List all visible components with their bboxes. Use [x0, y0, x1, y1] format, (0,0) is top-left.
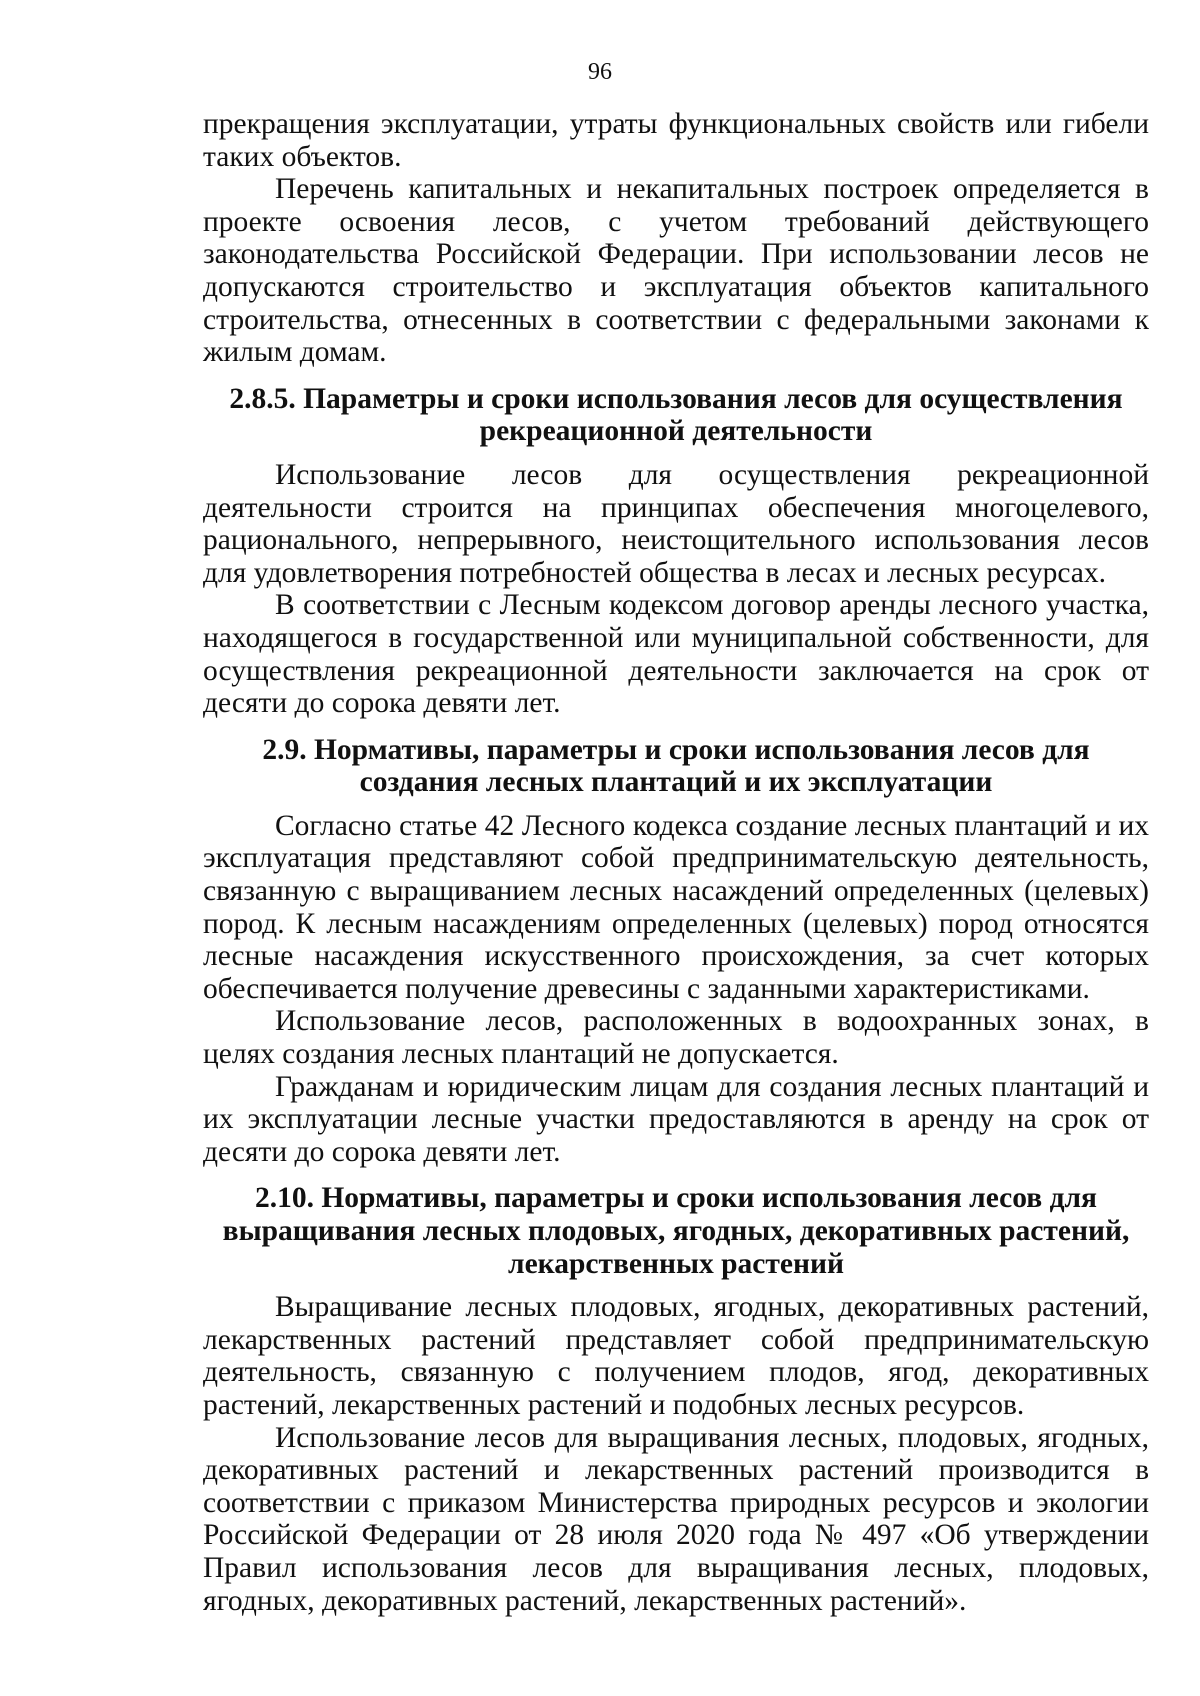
paragraph: Использование лесов, расположенных в водоохранных зонах, в целях создания лесных плантаций не допускается. [203, 1005, 1149, 1071]
paragraph: Использование лесов для выращивания лесных, плодовых, ягодных, декоративных растений и лекарственных растений производится в соответствии с приказом Министерства природных ресурсов и экологии Российской Федерации от 28 июля 2020 года № 497 «Об утверждении Правил использования лесов для выращивания лесных, плодовых, ягодных, декоративных растений, лекарственных растений». [203, 1421, 1149, 1617]
document-body [203, 108, 1149, 1617]
paragraph: В соответствии с Лесным кодексом договор аренды лесного участка, находящегося в государственной или муниципальной собственности, для осуществления рекреационной деятельности заключается на срок от десяти до сорока девяти лет. [203, 589, 1149, 720]
page-number: 96 [588, 59, 612, 85]
section-heading: 2.8.5. Параметры и сроки использования лесов для осуществления рекреационной деятельности [229, 382, 1123, 448]
section-heading: 2.10. Нормативы, параметры и сроки использования лесов для выращивания лесных плодовых, ягодных, декоративных растений, лекарственных растений [222, 1182, 1130, 1280]
paragraph: Согласно статье 42 Лесного кодекса создание лесных плантаций и их эксплуатация представляют собой предпринимательскую деятельность, связанную с выращиванием лесных насаждений определенных (целевых) пород. К лесным насаждениям определенных (целевых) пород относятся лесные насаждения искусственного происхождения, за счет которых обеспечивается получение древесины с заданными характеристиками. [203, 809, 1149, 1005]
paragraph: Выращивание лесных плодовых, ягодных, декоративных растений, лекарственных растений представляет собой предпринимательскую деятельность, связанную с получением плодов, ягод, декоративных растений, лекарственных растений и подобных лесных ресурсов. [203, 1291, 1149, 1421]
paragraph: Использование лесов для осуществления рекреационной деятельности строится на принципах обеспечения многоцелевого, рационального, непрерывного, неистощительного использования лесов для удовлетворения потребностей общества в лесах и лесных ресурсах. [203, 458, 1149, 589]
paragraph: Гражданам и юридическим лицам для создания лесных плантаций и их эксплуатации лесные участки предоставляются в аренду на срок от десяти до сорока девяти лет. [203, 1070, 1149, 1168]
section-heading: 2.9. Нормативы, параметры и сроки использования лесов для создания лесных плантаций и их эксплуатации [262, 733, 1090, 799]
paragraph: прекращения эксплуатации, утраты функциональных свойств или гибели таких объектов. [203, 108, 1149, 173]
paragraph: Перечень капитальных и некапитальных построек определяется в проекте освоения лесов, с учетом требований действующего законодательства Российской Федерации. При использовании лесов не допускаются строительство и эксплуатация объектов капитального строительства, отнесенных в соответствии с федеральными законами к жилым домам. [203, 173, 1149, 369]
